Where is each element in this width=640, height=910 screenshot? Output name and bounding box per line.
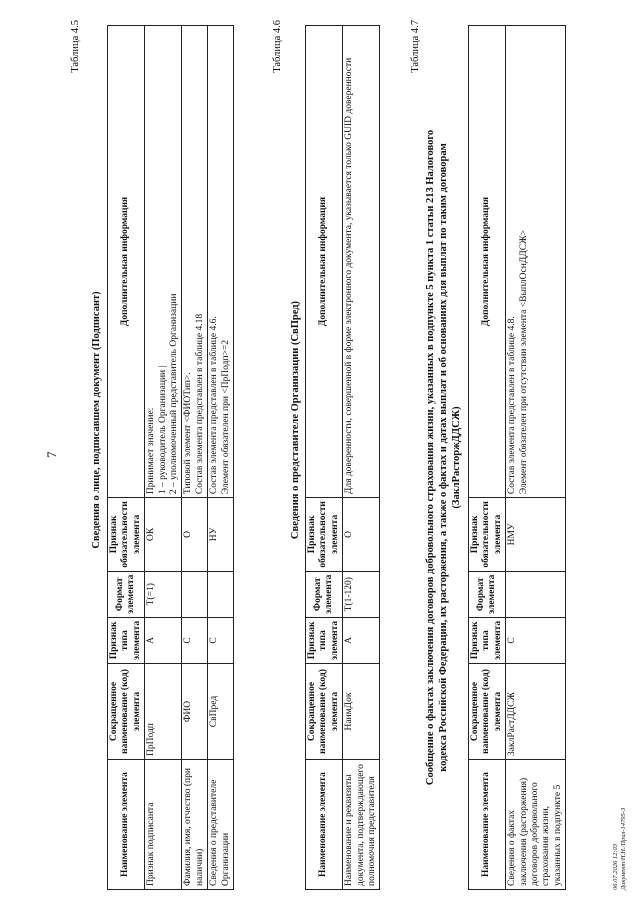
table-row (182, 26, 208, 890)
element-type: А (145, 617, 182, 663)
element-format (182, 571, 208, 617)
table-4-5-label: Таблица 4.5 (70, 20, 81, 73)
column-header: Формат элемента (108, 571, 145, 617)
element-info: Типовой элемент <ФИОТип>. Состав элемента представлен в таблице 4.18 (182, 26, 208, 498)
element-name: Наименование и реквизиты документа, подтверждающего полномочия представителя (343, 760, 380, 890)
table-row (145, 26, 182, 890)
table-4-7-label: Таблица 4.7 (410, 20, 421, 73)
element-info: Состав элемента представлен в таблице 4.6. Элемент обязателен при <ПрПодп>=2 (208, 26, 234, 498)
column-header: Дополнительная информация (306, 26, 343, 498)
element-code: ПрПодп (145, 664, 182, 760)
element-type: С (506, 617, 566, 663)
table-4-5-title: Сведения о лице, подписавшем документ (Подписант) (91, 291, 102, 549)
element-info: Состав элемента представлен в таблице 4.8. Элемент обязателен при отсутствии элемента <ВыплОснДДСЖ> (506, 26, 566, 498)
table-4-5 (107, 25, 234, 890)
element-code: СвПред (208, 664, 234, 760)
element-code: ЗаклРастДДСЖ (506, 664, 566, 760)
table-4-6 (305, 25, 380, 890)
table-4-6-label: Таблица 4.6 (272, 20, 283, 73)
column-header: Признак обязательности элемента (306, 498, 343, 572)
table-row (208, 26, 234, 890)
table-4-7-title: Сообщение о фактах заключения договоров добровольного страхования жизни, указанных в подпункте 5 пункта 1 статьи 213 Налогового кодекса Российской Федерации, их расторжения, а также о фактах и датах выплат и об основаниях для выплат по таким договорам (ЗаклРасторжДДСЖ) (425, 129, 463, 786)
column-header: Признак обязательности элемента (108, 498, 145, 572)
page-number: 7 (44, 451, 59, 458)
column-header: Признак типа элемента (306, 617, 343, 663)
table-header-row (306, 26, 343, 890)
column-header: Формат элемента (306, 571, 343, 617)
element-required: О (182, 498, 208, 572)
element-name: Сведения о фактах заключения (расторжения) договоров добровольного страхования жизни, указанных в подпункте 5 (506, 760, 566, 890)
table-row (506, 26, 566, 890)
element-name: Признак подписанта (145, 760, 182, 890)
element-code: ФИО (182, 664, 208, 760)
column-header: Признак типа элемента (108, 617, 145, 663)
element-format (208, 571, 234, 617)
element-info: Принимает значение: 1 – руководитель Организации | 2 – уполномоченный представитель Организации (145, 26, 182, 498)
column-header: Дополнительная информация (108, 26, 145, 498)
element-required: НУ (208, 498, 234, 572)
column-header: Сокращенное наименование (код) элемента (306, 664, 343, 760)
column-header: Сокращенное наименование (код) элемента (108, 664, 145, 760)
table-4-6-title: Сведения о представителе Организации (СвПред) (290, 300, 301, 540)
element-required: НМУ (506, 498, 566, 572)
column-header: Признак типа элемента (469, 617, 506, 663)
column-header: Признак обязательности элемента (469, 498, 506, 572)
column-header: Дополнительная информация (469, 26, 506, 498)
table-4-7 (468, 25, 566, 890)
element-code: НаимДок (343, 664, 380, 760)
element-name: Фамилия, имя, отчество (при наличии) (182, 760, 208, 890)
element-format: T(=1) (145, 571, 182, 617)
element-required: ОК (145, 498, 182, 572)
element-info: Для доверенности, совершенной в форме электронного документа, указывается только GUID доверенности (343, 26, 380, 498)
element-format: T(1-120) (343, 571, 380, 617)
table-header-row (469, 26, 506, 890)
element-name: Сведения о представителе Организации (208, 760, 234, 890)
element-type: А (343, 617, 380, 663)
element-required: О (343, 498, 380, 572)
document-footer: 06.07.2026 12:03 Документ/Н.Н./Прил-14795-3 (612, 807, 628, 890)
table-header-row (108, 26, 145, 890)
column-header: Наименование элемента (306, 760, 343, 890)
column-header: Наименование элемента (469, 760, 506, 890)
column-header: Сокращенное наименование (код) элемента (469, 664, 506, 760)
element-type: С (182, 617, 208, 663)
element-format (506, 571, 566, 617)
element-type: С (208, 617, 234, 663)
column-header: Формат элемента (469, 571, 506, 617)
column-header: Наименование элемента (108, 760, 145, 890)
table-row (343, 26, 380, 890)
